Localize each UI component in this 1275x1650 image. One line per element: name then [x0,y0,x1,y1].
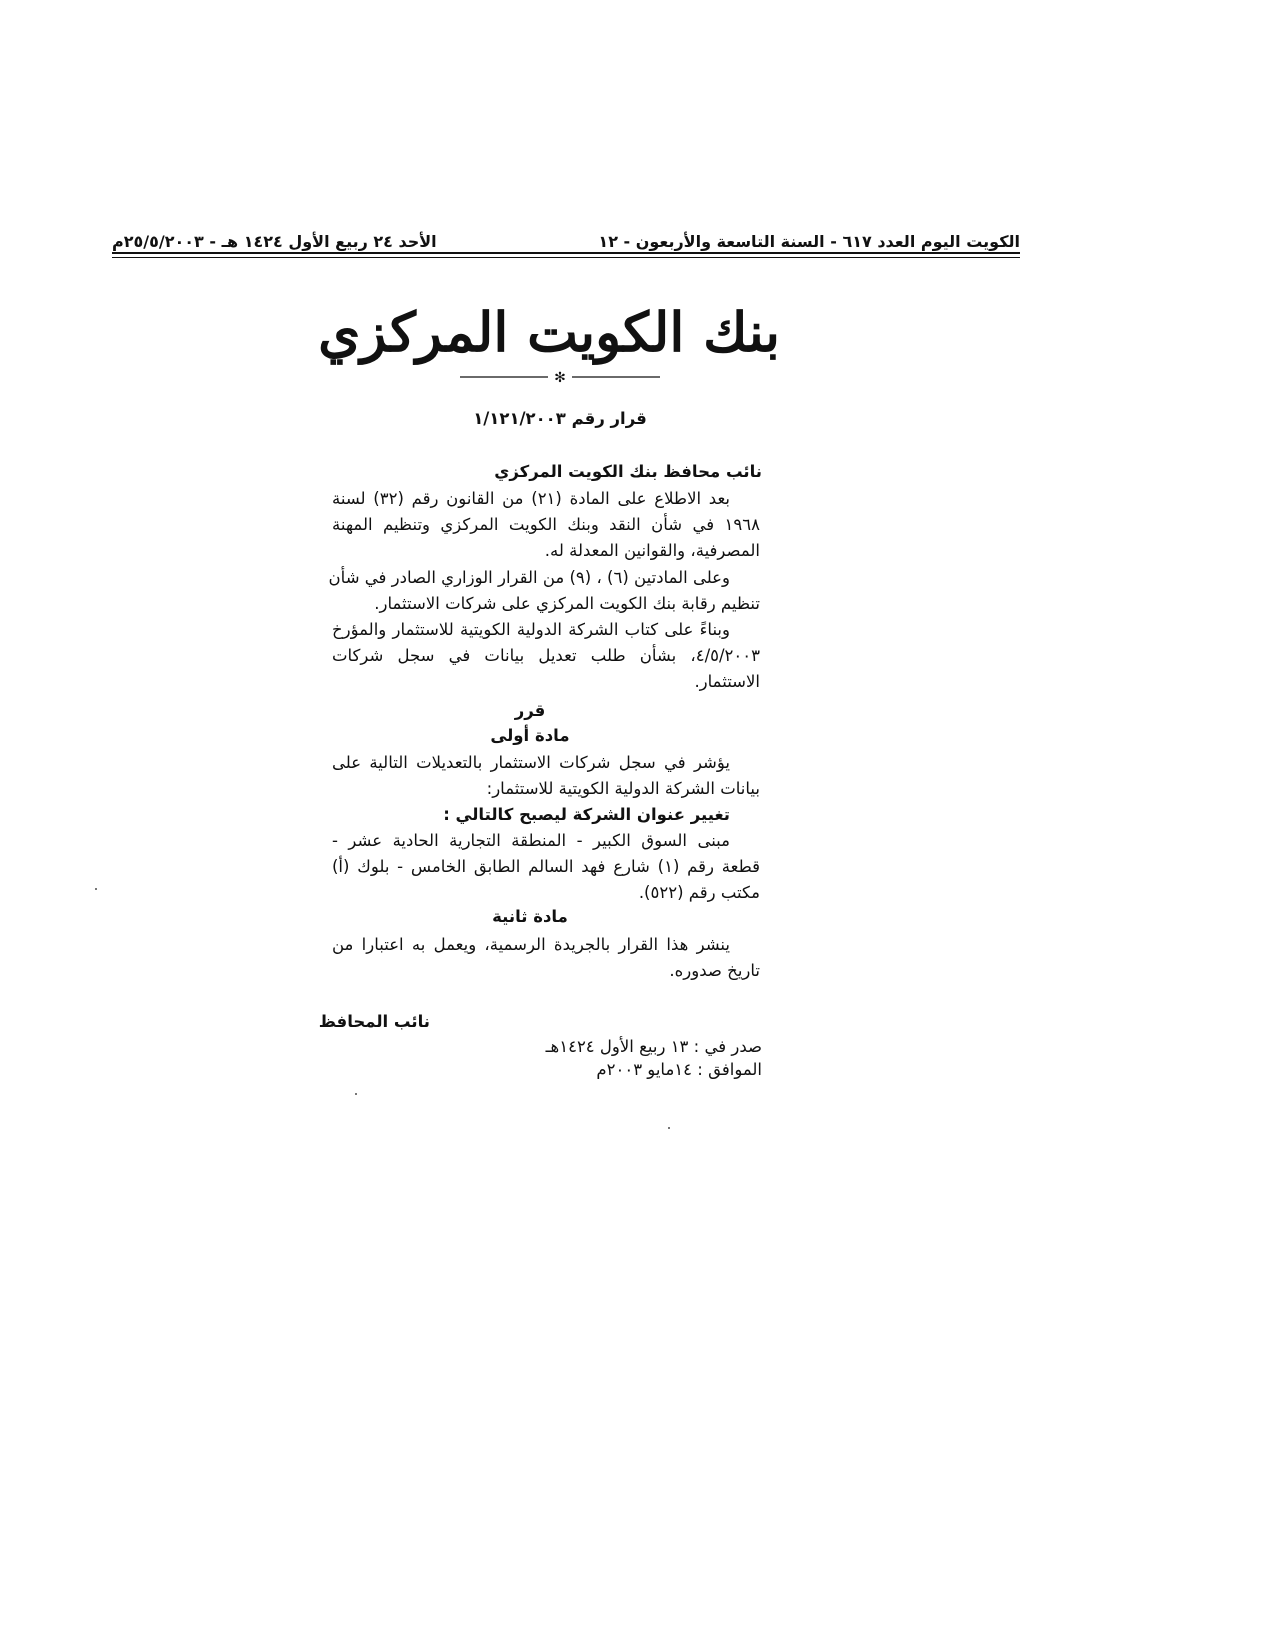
preamble-line: بعد الاطلاع على المادة (٢١) من القانون رقم (٣٢) لسنة [332,489,730,508]
header-date: الأحد ٢٤ ربيع الأول ١٤٢٤ هـ - ٢٥/٥/٢٠٠٣م [112,232,437,251]
preamble-line: ١٩٦٨ في شأن النقد وبنك الكويت المركزي وتنظيم المهنة [332,515,760,534]
preamble-line: المصرفية، والقوانين المعدلة له. [544,541,760,560]
issued-date-hijri: صدر في : ١٣ ربيع الأول ١٤٢٤هـ [545,1037,762,1056]
decides-heading: قرر [514,701,546,720]
header-issue-info: الكويت اليوم العدد ٦١٧ - السنة التاسعة والأربعون - ١٢ [598,232,1020,251]
address-line: مبنى السوق الكبير - المنطقة التجارية الحادية عشر - [332,831,730,850]
running-header [112,232,1020,258]
svg-text:✻: ✻ [554,370,566,386]
article-1-heading: مادة أولى [490,726,570,745]
header-rule-bottom [112,257,1020,258]
preamble-line: وعلى المادتين (٦) ، (٩) من القرار الوزاري الصادر في شأن [328,568,730,587]
preamble-line: وبناءً على كتاب الشركة الدولية الكويتية للاستثمار والمؤرخ [332,620,730,639]
signature-title: نائب المحافظ [318,1012,430,1031]
article-1-line: بيانات الشركة الدولية الكويتية للاستثمار: [486,779,760,798]
article-2-line: ينشر هذا القرار بالجريدة الرسمية، ويعمل به اعتبارا من [332,935,730,954]
title-ornament-icon [460,367,660,387]
article-1-line: يؤشر في سجل شركات الاستثمار بالتعديلات التالية على [332,753,730,772]
preamble-line: ٤/٥/٢٠٠٣، بشأن طلب تعديل بيانات في سجل شركات [332,646,760,665]
issued-date-gregorian: الموافق : ١٤مايو ٢٠٠٣م [596,1060,762,1079]
issuer-title: نائب محافظ بنك الكويت المركزي [494,462,762,481]
article-2-heading: مادة ثانية [492,907,568,926]
bank-title: بنك الكويت المركزي [318,300,780,364]
decision-number: قرار رقم ١/١٢١/٢٠٠٣ [473,409,647,428]
article-1-subheading: تغيير عنوان الشركة ليصبح كالتالي : [443,805,730,824]
preamble-line: تنظيم رقابة بنك الكويت المركزي على شركات الاستثمار. [374,594,760,613]
header-rule-top [112,252,1020,254]
preamble-line: الاستثمار. [694,672,760,691]
address-line: مكتب رقم (٥٢٢). [638,883,760,902]
article-2-line: تاريخ صدوره. [669,961,760,980]
address-line: قطعة رقم (١) شارع فهد السالم الطابق الخامس - بلوك (أ) [332,857,760,876]
